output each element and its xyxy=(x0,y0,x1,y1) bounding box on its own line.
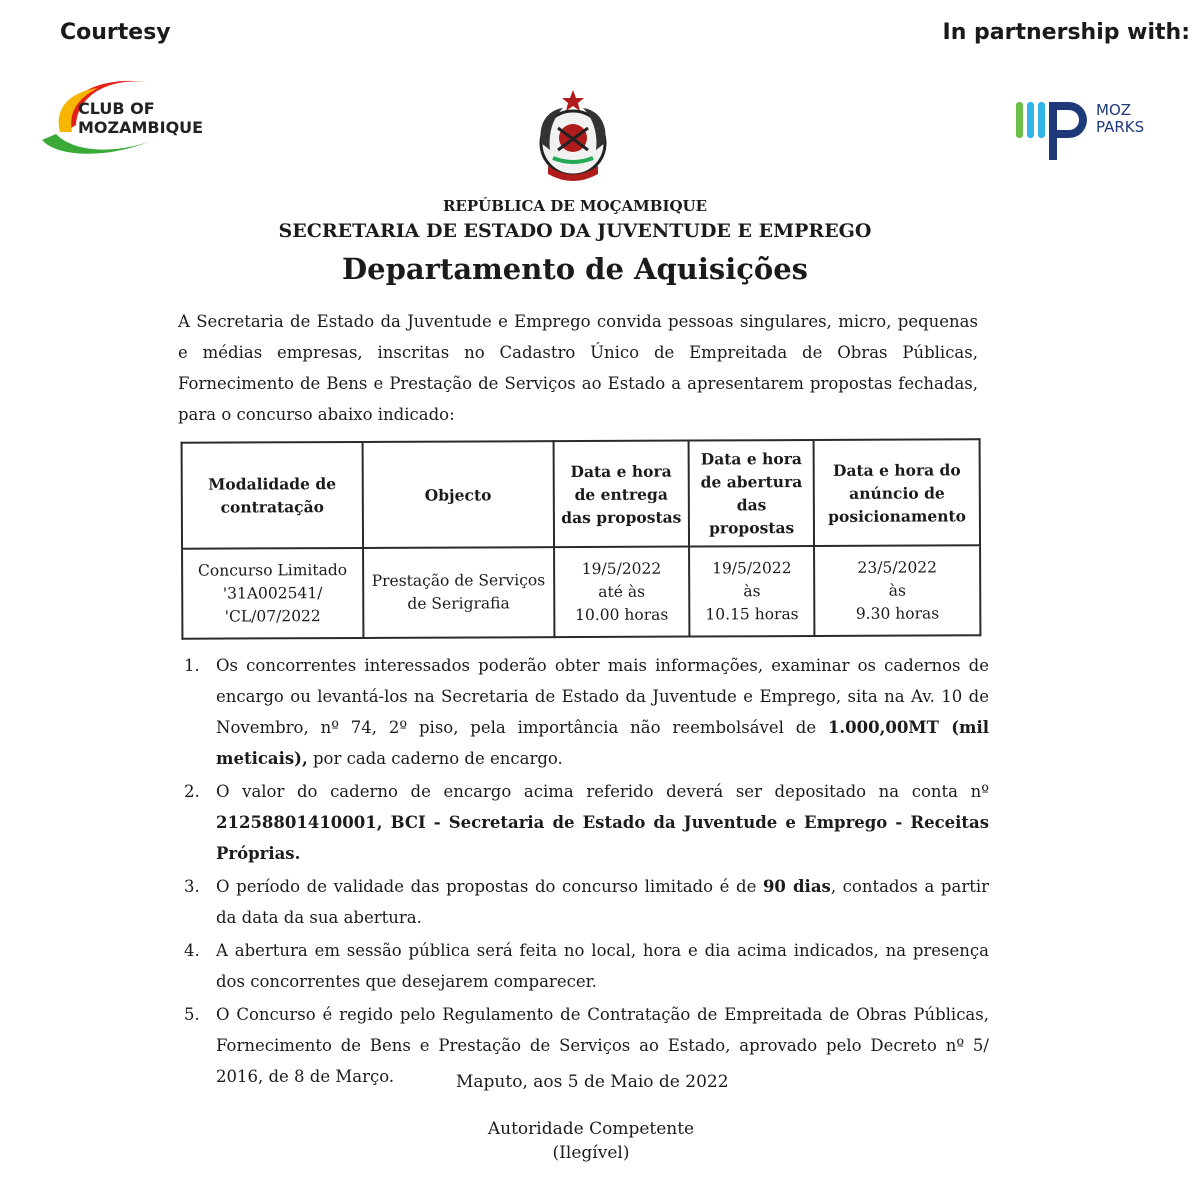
cell-line: Concurso Limitado xyxy=(197,560,348,580)
moz-parks-logo xyxy=(1012,96,1162,166)
condition-item xyxy=(184,935,989,997)
condition-number: 2. xyxy=(184,782,200,801)
department-title: Departamento de Aquisições xyxy=(341,252,808,286)
cell-line: 19/5/2022 xyxy=(712,558,792,577)
mozambique-coat-of-arms-icon xyxy=(528,88,618,186)
table-header: Modalidade de contratação xyxy=(182,442,363,549)
moz-parks-mark-icon xyxy=(1012,96,1094,162)
condition-text: , contados a partir da data da sua abertura. xyxy=(216,877,990,927)
table-cell-delivery xyxy=(554,547,690,638)
table-header-row xyxy=(182,439,980,548)
table-header: Data e hora de abertura das propostas xyxy=(689,440,815,547)
table-row xyxy=(182,545,980,638)
club-logo-line2: MOZAMBIQUE xyxy=(78,118,204,137)
condition-item xyxy=(184,776,989,869)
condition-bold-text: 21258801410001, BCI - Secretaria de Estado da Juventude e Emprego - Receitas Próprias. xyxy=(216,813,989,863)
condition-text: por cada caderno de encargo. xyxy=(307,749,563,768)
condition-number: 5. xyxy=(184,1005,200,1024)
condition-item xyxy=(184,871,989,933)
moz-logo-line2: PARKS xyxy=(1096,118,1145,136)
cell-line: às xyxy=(888,581,907,600)
table-header: Objecto xyxy=(362,441,553,548)
club-of-mozambique-logo xyxy=(38,70,218,160)
condition-item xyxy=(184,650,989,774)
table-header: Data e hora do anúncio de posicionamento xyxy=(814,439,980,546)
condition-text: O período de validade das propostas do concurso limitado é de xyxy=(216,877,763,896)
intro-paragraph: A Secretaria de Estado da Juventude e Emprego convida pessoas singulares, micro, pequenas e médias empresas, inscritas no Cadastro Único de Empreitada de Obras Públicas, Fornecimento de Bens e Prestação de Serviços ao Estado a apresentarem propostas fechadas, para o concurso abaixo indicado: xyxy=(178,312,978,424)
authority-signature: (Ilegível) xyxy=(552,1143,630,1163)
date-line: Maputo, aos 5 de Maio de 2022 xyxy=(456,1072,729,1092)
condition-number: 1. xyxy=(184,656,200,675)
authority-title: Autoridade Competente xyxy=(487,1119,695,1139)
condition-text: O Concurso é regido pelo Regulamento de Contratação de Empreitada de Obras Públicas, Fornecimento de Bens e Prestação de Serviços ao Estado, aprovado pelo Decreto nº 5/ 2016, de 8 de Março. xyxy=(216,1005,989,1086)
cell-line: de Serigrafia xyxy=(407,594,510,613)
condition-text: A abertura em sessão pública será feita no local, hora e dia acima indicados, na presença dos concorrentes que desejarem comparecer. xyxy=(216,941,989,991)
republic-title: REPÚBLICA DE MOÇAMBIQUE xyxy=(442,197,708,215)
condition-text: Os concorrentes interessados poderão obter mais informações, examinar os cadernos de encargo ou levantá-los na Secretaria de Estado da Juventude e Emprego, sita na Av. 10 de Novembro, nº 74, 2º piso, pela importância não reembolsável de xyxy=(216,656,989,737)
courtesy-label: Courtesy xyxy=(60,20,171,45)
cell-line: 10.00 horas xyxy=(575,605,669,624)
signature-block xyxy=(486,1117,696,1165)
cell-line: 'CL/07/2022 xyxy=(224,606,321,626)
moz-logo-line1: MOZ xyxy=(1096,101,1132,119)
secretariat-title: SECRETARIA DE ESTADO DA JUVENTUDE E EMPREGO xyxy=(278,220,872,242)
table-header: Data e hora de entrega das propostas xyxy=(553,441,689,548)
cell-line: '31A002541/ xyxy=(222,583,323,603)
cell-line: 10.15 horas xyxy=(705,604,799,623)
tender-table xyxy=(181,438,982,639)
cell-line: Prestação de Serviços xyxy=(371,571,546,590)
conditions-list xyxy=(184,650,989,1094)
partnership-label: In partnership with: xyxy=(942,20,1190,45)
table-cell-announcement xyxy=(814,545,980,636)
cell-line: até às xyxy=(598,582,646,601)
condition-text: O valor do caderno de encargo acima referido deverá ser depositado na conta nº xyxy=(216,782,989,801)
table-cell-modality xyxy=(182,548,363,639)
condition-bold-text: 90 dias xyxy=(762,877,831,896)
condition-number: 4. xyxy=(184,941,200,960)
table-cell-opening xyxy=(689,546,815,637)
condition-number: 3. xyxy=(184,877,200,896)
cell-line: 19/5/2022 xyxy=(581,559,662,578)
cell-line: às xyxy=(743,581,761,600)
table-cell-object xyxy=(363,547,554,638)
club-logo-line1: CLUB OF xyxy=(78,99,155,118)
cell-line: 23/5/2022 xyxy=(857,557,938,577)
cell-line: 9.30 horas xyxy=(855,603,940,623)
condition-bold-text: 1.000,00MT (mil meticais), xyxy=(216,718,989,768)
